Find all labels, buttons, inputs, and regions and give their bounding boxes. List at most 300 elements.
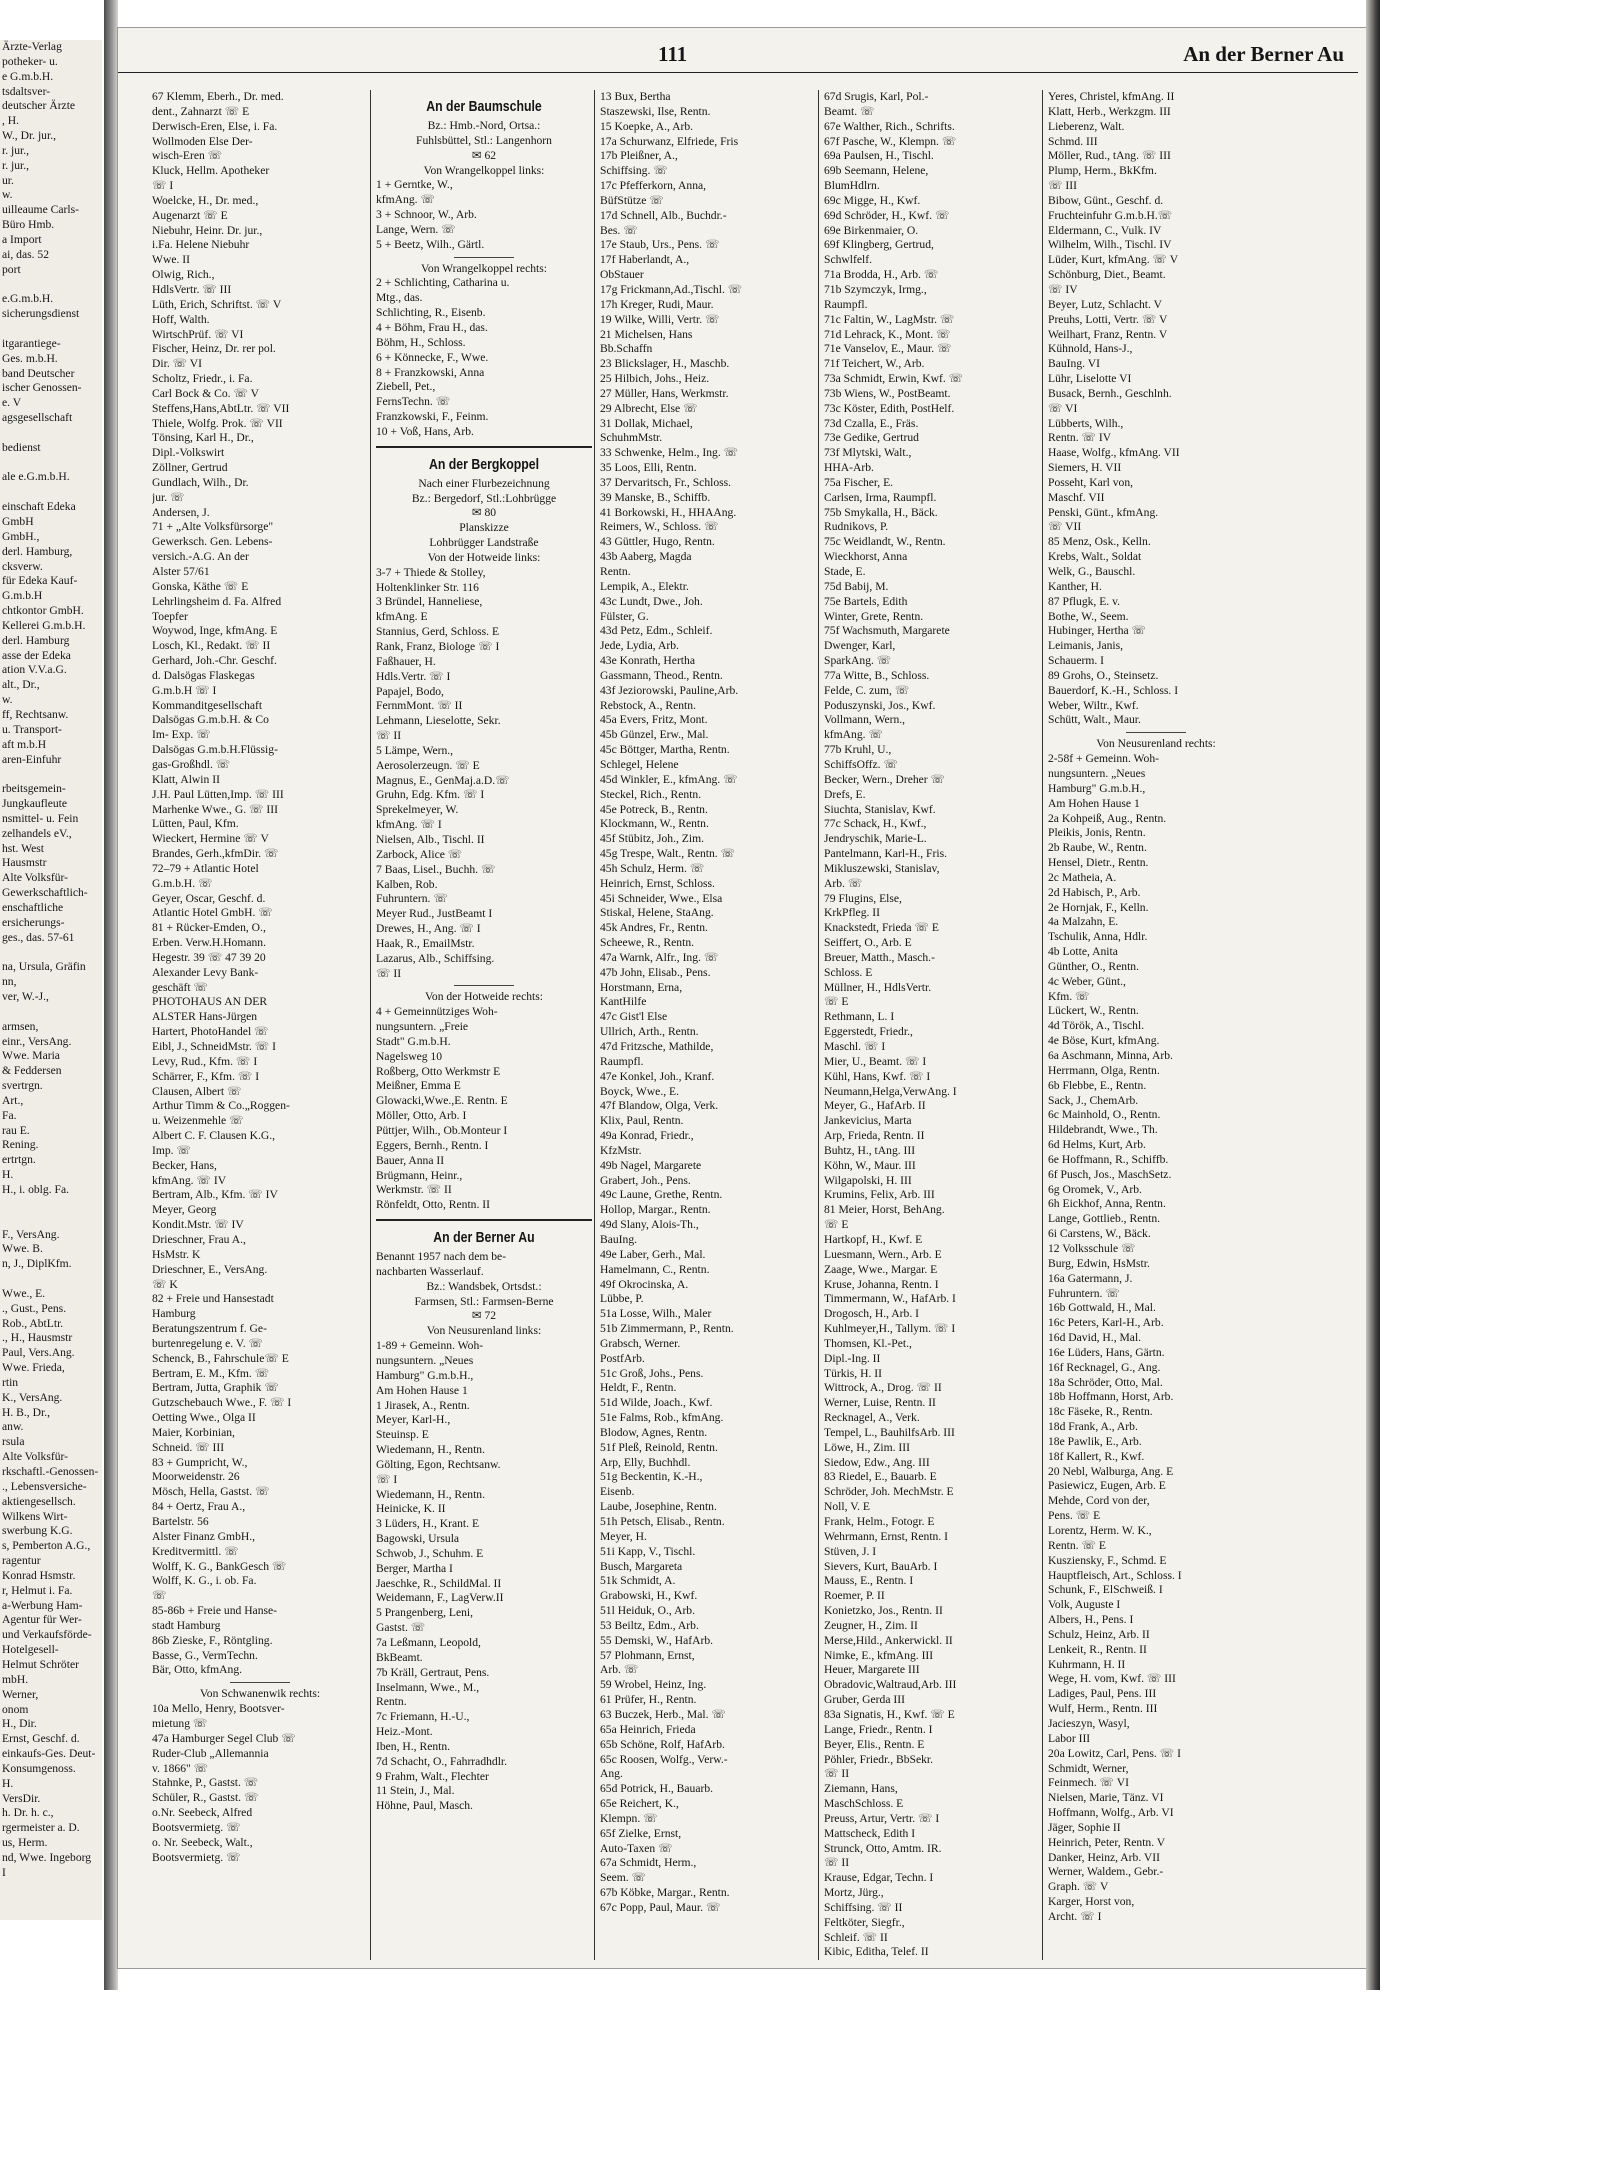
directory-entry: SchuhmMstr. [600,431,663,445]
directory-entry: Bb.Schaffn [600,342,653,356]
directory-entry: Mier, U., Beamt. ☏ I [824,1054,927,1068]
facing-page-line [0,278,102,293]
directory-entry: Schönburg, Diet., Beamt. [1048,268,1166,282]
directory-entry: 43b Aaberg, Magda [600,550,692,564]
facing-page-line: us, Herm. [2,1836,48,1850]
directory-entry: 73e Gedike, Gertrud [824,431,919,445]
facing-page-line: H. B., Dr., [2,1405,50,1419]
directory-entry: Hamburg" G.m.b.H., [376,1368,474,1382]
directory-entry: Krebs, Walt., Soldat [1048,550,1142,564]
directory-entry: 17d Schnell, Alb., Buchdr.- [600,208,727,222]
directory-entry: 73f Mlytski, Walt., [824,446,912,460]
directory-entry: Siedow, Edw., Ang. III [824,1455,930,1469]
directory-entry: Plump, Herm., BkKfm. [1048,164,1157,178]
directory-entry: ☏ I [376,1472,398,1486]
directory-entry: Ziebell, Pet., [376,380,436,394]
directory-entry: Schmd. III [1048,134,1098,148]
directory-entry: Thiele, Wolfg. Prok. ☏ VII [152,416,283,430]
directory-entry: Kfm. ☏ [1048,989,1090,1003]
directory-entry: Tempel, L., BauhilfsArb. III [824,1425,955,1439]
directory-entry: Weilhart, Franz, Rentn. V [1048,327,1168,341]
directory-entry: Faßhauer, H. [376,654,436,668]
directory-entry: nungsuntern. „Neues [376,1353,474,1367]
facing-page-line: tsdaltsver- [2,84,51,98]
directory-entry: G.m.b.H. ☏ [152,876,213,890]
directory-entry: 75d Babij, M. [824,579,889,593]
directory-entry: Carl Bock & Co. ☏ V [152,386,260,400]
directory-entry: HHA-Arb. [824,461,874,475]
directory-entry: 4 + Gemeinnütziges Woh- [376,1005,498,1019]
directory-entry: Lübbe, P. [600,1292,644,1306]
directory-entry: Eisenb. [600,1485,635,1499]
facing-page-line: Büro Hmb. [2,218,55,232]
directory-entry: Meyer, Karl-H., [376,1413,451,1427]
facing-page-line: agsgesellschaft [2,411,73,425]
directory-entry: 17a Schurwanz, Elfriede, Fris [600,134,739,148]
directory-entry: Stiskal, Helene, StaAng. [600,906,714,920]
directory-entry: Bagowski, Ursula [376,1532,460,1546]
directory-entry: 15 Koepke, A., Arb. [600,119,694,133]
directory-entry: 86b Zieske, F., Röntgling. [152,1633,273,1647]
directory-entry: ☏ III [1048,179,1077,193]
directory-entry: jur. ☏ [152,490,185,504]
directory-entry: Wieckert, Hermine ☏ V [152,832,269,846]
directory-entry: Siemers, H. VII [1048,461,1122,475]
directory-entry: 75e Bartels, Edith [824,594,908,608]
facing-page-line: r, Helmut i. Fa. [2,1583,73,1597]
directory-entry: Nach einer Flurbezeichnung [418,476,550,490]
directory-entry: 6d Helms, Kurt, Arb. [1048,1138,1146,1152]
directory-entry: 16e Lüders, Hans, Gärtn. [1048,1345,1165,1359]
directory-entry: Hoff, Walth. [152,312,210,326]
directory-entry: 31 Dollak, Michael, [600,416,693,430]
directory-entry: 82 + Freie und Hansestadt [152,1292,274,1306]
directory-entry: Neumann,Helga,VerwAng. I [824,1084,957,1098]
directory-entry: 5 + Beetz, Wilh., Gärtl. [376,237,485,251]
directory-entry: 16b Gottwald, H., Mal. [1048,1301,1156,1315]
directory-entry: Fuhruntern. ☏ [376,892,448,906]
directory-entry: Von Wrangelkoppel links: [423,163,545,177]
directory-entry: Noll, V. E [824,1500,870,1514]
directory-entry: Archt. ☏ I [1048,1909,1102,1923]
directory-entry: 51b Zimmermann, P., Rentn. [600,1322,734,1336]
facing-page-line: zelhandels eV., [2,826,72,840]
directory-entry: 35 Loos, Elli, Rentn. [600,461,697,475]
directory-entry: Von Wrangelkoppel rechts: [421,261,547,275]
directory-entry: Maschf. VII [1048,490,1105,504]
directory-entry: Ladiges, Paul, Pens. III [1048,1687,1157,1701]
directory-column-3 [600,90,816,1970]
facing-page-line: nsmittel- u. Fein [2,811,79,825]
directory-entry: Lempik, A., Elektr. [600,579,689,593]
directory-entry: Jaeschke, R., SchildMal. II [376,1576,502,1590]
facing-page-line: h. Dr. h. c., [2,1806,54,1820]
directory-entry: 6i Carstens, W., Bäck. [1048,1227,1151,1241]
facing-page-line: nn, [2,975,17,989]
directory-entry: Yeres, Christel, kfmAng. II [1048,90,1175,103]
facing-page-line: deutscher Ärzte [2,99,76,113]
directory-entry: Kruse, Johanna, Rentn. I [824,1277,939,1291]
directory-entry: Kalben, Rob. [376,877,438,891]
directory-entry: Labor III [1048,1731,1091,1745]
directory-entry: Bär, Otto, kfmAng. [152,1663,243,1677]
directory-entry: 77c Schack, H., Kwf., [824,817,927,831]
directory-entry: Hubinger, Hertha ☏ [1048,624,1147,638]
directory-entry: Laube, Josephine, Rentn. [600,1500,717,1514]
directory-entry: 67 Klemm, Eberh., Dr. med. [152,90,284,103]
directory-entry: Pöhler, Friedr., BbSekr. [824,1752,934,1766]
directory-entry: Eibl, J., SchneidMstr. ☏ I [152,1040,276,1053]
directory-entry: 17f Haberlandt, A., [600,253,690,267]
facing-page-line: enschaftliche [2,900,64,914]
directory-entry: 45b Günzel, Erw., Mal. [600,728,709,742]
directory-entry: Hamburg [152,1307,196,1321]
directory-entry: Stannius, Gerd, Schloss. E [376,625,500,639]
directory-entry: 81 + Rücker-Emden, O., [152,921,266,935]
facing-page-line: anw. [2,1420,24,1434]
facing-page-line: Werner, [2,1687,39,1701]
directory-entry: Gölting, Egon, Rechtsanw. [376,1457,501,1471]
directory-entry: Sack, J., ChemArb. [1048,1093,1139,1107]
facing-page-line: Jungkaufleute [2,797,68,811]
directory-entry: Boyck, Wwe., E. [600,1084,679,1098]
facing-page-line: I [2,1865,6,1879]
directory-entry: 3 Bründel, Hanneliese, [376,595,483,609]
directory-entry: Augenarzt ☏ E [152,208,228,222]
directory-entry: wisch-Eren ☏ [152,149,223,163]
directory-entry: Kommanditgesellschaft [152,698,263,712]
directory-entry: Lenkeit, R., Rentn. II [1048,1642,1147,1656]
directory-entry: Berger, Martha I [376,1561,453,1575]
directory-entry: Ang. [600,1767,623,1781]
facing-page-line: Art., [2,1093,24,1107]
directory-entry: Hauptfleisch, Art., Schloss. I [1048,1568,1182,1582]
directory-entry: Ullrich, Arth., Rentn. [600,1025,699,1039]
directory-entry: Roemer, P. II [824,1589,885,1603]
directory-entry: Maier, Korbinian, [152,1425,235,1439]
facing-page-line: ertrtgn. [2,1153,36,1167]
directory-entry: Kreditvermittl. ☏ [152,1544,239,1558]
directory-entry: Pens. ☏ E [1048,1509,1101,1523]
directory-column-5 [1048,90,1264,1970]
facing-page-line: e. V [2,396,22,410]
directory-entry: Jacieszyn, Wasyl, [1048,1716,1130,1730]
directory-entry: Hamburg" G.m.b.H., [1048,781,1146,795]
directory-entry: Hartkopf, H., Kwf. E [824,1232,923,1246]
directory-entry: Gundlach, Wilh., Dr. [152,475,249,489]
directory-entry: Grabowski, H., Kwf. [600,1589,698,1603]
directory-entry: Heinicke, K. II [376,1502,446,1516]
directory-entry: Von Neusurenland links: [426,1324,542,1338]
directory-entry: Albert C. F. Clausen K.G., [152,1129,276,1143]
directory-entry: Mösch, Hella, Gastst. ☏ [152,1485,270,1499]
facing-page-line: aren-Einfuhr [2,752,62,766]
directory-entry: Meyer, G., HafArb. II [824,1099,926,1113]
directory-entry: ☏ E [824,1218,849,1232]
directory-entry: Lazarus, Alb., Schiffsing. [376,951,495,965]
facing-page-line [0,1198,102,1213]
directory-entry: Hartert, PhotoHandel ☏ [152,1025,269,1039]
directory-entry: Seiffert, O., Arb. E [824,936,912,950]
facing-page-line: H. [2,1168,14,1182]
facing-page-line: swerbung K.G. [2,1524,73,1538]
directory-entry: Beamt. ☏ [824,104,875,118]
facing-page-line [0,1272,102,1287]
directory-entry: Meyer, Georg [152,1203,217,1217]
directory-entry: Magnus, E., GenMaj.a.D.☏ [376,773,510,787]
directory-column-1 [152,90,368,1970]
directory-entry: 47d Fritzsche, Mathilde, [600,1040,714,1053]
directory-entry: 77b Kruhl, U., [824,743,892,757]
directory-entry: 10 + Voß, Hans, Arb. [376,424,474,438]
directory-entry: Steffens,Hans,AbtLtr. ☏ VII [152,401,290,415]
directory-entry: 71b Szymczyk, Irmg., [824,282,927,296]
facing-page-line: nd, Wwe. Ingeborg [2,1850,92,1864]
directory-entry: 67c Popp, Paul, Maur. ☏ [600,1900,721,1914]
directory-entry: Thomsen, Kl.-Pet., [824,1336,912,1350]
directory-entry: Dir. ☏ VI [152,357,203,371]
facing-page-line [0,945,102,960]
street-separator-rule [376,1219,592,1221]
directory-entry: Merse,Hild., Ankerwickl. II [824,1633,953,1647]
book-spine [104,0,118,1990]
facing-page-line: ., H., Hausmstr [2,1331,73,1345]
directory-entry: Klatt, Alwin II [152,772,220,786]
directory-entry: Rentn. ☏ IV [1048,431,1112,445]
facing-page-line: rau E. [2,1123,30,1137]
directory-entry: Schwob, J., Schuhm. E [376,1546,484,1560]
facing-page-line [0,426,102,441]
directory-entry: 4b Lotte, Anita [1048,945,1118,959]
directory-entry: Rudnikovs, P. [824,520,889,534]
facing-page-line: F., VersAng. [2,1227,60,1241]
directory-entry: 75c Weidlandt, W., Rentn. [824,535,946,549]
directory-entry: Mikluszewski, Stanislav, [824,861,940,875]
directory-entry: 16f Recknagel, G., Ang. [1048,1360,1161,1374]
facing-page-line: VersDir. [2,1791,41,1805]
directory-entry: 71d Lehrack, K., Mont. ☏ [824,327,951,341]
directory-entry: Lieberenz, Walt. [1048,119,1125,133]
directory-entry: MaschSchloss. E [824,1797,904,1811]
directory-entry: SparkAng. ☏ [824,654,892,668]
directory-entry: 87 Pflugk, E. v. [1048,594,1121,608]
directory-entry: Krumins, Felix, Arb. III [824,1188,935,1202]
directory-entry: 18c Fäseke, R., Rentn. [1048,1405,1153,1419]
directory-entry: Rönfeldt, Otto, Rentn. II [376,1198,490,1212]
directory-entry: Bootsvermietg. ☏ [152,1850,241,1864]
directory-entry: Schmidt, Werner, [1048,1761,1129,1775]
facing-page-line: e G.m.b.H. [2,69,54,83]
facing-page-line: Ges. m.b.H. [2,351,58,365]
directory-entry: Eggers, Bernh., Rentn. I [376,1138,489,1152]
directory-entry: Wollmoden Else Der- [152,134,253,148]
directory-entry: Von Schwanenwik rechts: [199,1687,321,1701]
directory-entry: 67b Köbke, Margar., Rentn. [600,1886,730,1900]
facing-page-line: Paul, Vers.Ang. [2,1346,75,1360]
directory-entry: Kühnold, Hans-J., [1048,342,1133,356]
facing-page-line: einschaft Edeka [2,500,76,514]
directory-entry: 23 Blickslager, H., Maschb. [600,357,730,371]
directory-entry: 17c Pfefferkorn, Anna, [600,179,707,193]
directory-entry: Jankevicius, Marta [824,1114,912,1128]
directory-entry: 75b Smykalla, H., Bäck. [824,505,938,519]
directory-entry: Bertram, Alb., Kfm. ☏ IV [152,1188,278,1202]
directory-entry: 67a Schmidt, Herm., [600,1856,697,1870]
directory-entry: Fuhlsbüttel, Stl.: Langenhorn [416,133,552,147]
directory-entry: o. Nr. Seebeck, Walt., [152,1835,253,1849]
facing-page-line: r. jur., [2,158,30,172]
directory-entry: 45i Schneider, Wwe., Elsa [600,891,723,905]
facing-page-line: Alte Volksfür- [2,871,69,885]
directory-entry: 51h Petsch, Elisab., Rentn. [600,1515,725,1528]
directory-entry: 45c Böttger, Martha, Rentn. [600,743,730,757]
directory-entry: Siuchta, Stanislav, Kwf. [824,802,936,816]
directory-entry: 7 Baas, Lisel., Buchh. ☏ [376,862,496,876]
facing-page-line [0,456,102,471]
directory-entry: Heiz.-Mont. [376,1725,433,1739]
directory-entry: Hensel, Dietr., Rentn. [1048,856,1149,870]
directory-entry: Klix, Paul, Rentn. [600,1114,684,1128]
facing-page-line: & Feddersen [2,1064,62,1078]
directory-entry: 27 Müller, Hans, Werkmstr. [600,386,729,400]
facing-page-line: Alte Volksfür- [2,1450,69,1464]
directory-entry: 43e Konrath, Hertha [600,654,695,668]
directory-entry: Poduszynski, Jos., Kwf. [824,698,936,712]
facing-page-line [0,1005,102,1020]
directory-entry: Karger, Horst von, [1048,1895,1135,1909]
directory-entry: 63 Buczek, Herb., Mal. ☏ [600,1707,726,1721]
facing-page-line: potheker- u. [2,54,58,68]
facing-page-line: H., Dir. [2,1717,37,1731]
facing-page-line: Rob., AbtLtr. [2,1316,64,1330]
directory-entry: 47b John, Elisab., Pens. [600,965,711,979]
directory-entry: Pantelmann, Karl-H., Fris. [824,847,948,861]
directory-entry: Winter, Grete, Rentn. [824,609,924,623]
directory-entry: Haak, R., EmailMstr. [376,936,475,950]
directory-entry: 65d Potrick, H., Bauarb. [600,1782,714,1796]
facing-page-line: uilleaume Carls- [2,203,79,217]
directory-entry: Busack, Bernh., Geschlnh. [1048,386,1172,400]
directory-entry: 4d Török, A., Tischl. [1048,1019,1145,1033]
directory-entry: 2 + Schlichting, Catharina u. [376,276,510,290]
directory-entry: kfmAng. ☏ IV [152,1173,227,1187]
directory-entry: 2d Habisch, P., Arb. [1048,885,1141,899]
directory-entry: 51f Pleß, Reinold, Rentn. [600,1440,718,1454]
directory-entry: Arp, Frieda, Rentn. II [824,1129,925,1143]
directory-entry: 83 Riedel, E., Bauarb. E [824,1470,937,1484]
directory-entry: 51k Schmidt, A. [600,1574,676,1588]
directory-entry: Stüven, J. I [824,1544,877,1558]
directory-entry: Bothe, W., Seem. [1048,609,1129,623]
facing-page-line: ai, das. 52 [2,247,50,261]
directory-entry: 61 Prüfer, H., Rentn. [600,1693,697,1707]
directory-entry: Kuhlmeyer,H., Tallym. ☏ I [824,1322,956,1336]
directory-entry: Planskizze [459,521,509,535]
directory-entry: Gruber, Gerda III [824,1693,905,1707]
directory-entry: 7a Leßmann, Leopold, [376,1636,481,1649]
directory-entry: G.m.b.H ☏ I [152,683,217,697]
directory-entry: 6e Hoffmann, R., Schiffb. [1048,1152,1169,1166]
directory-entry: 4 + Böhm, Frau H., das. [376,320,488,334]
facing-page-line: rsula [2,1435,25,1449]
directory-entry: 65b Schöne, Rolf, HafArb. [600,1737,725,1751]
directory-entry: 89 Grohs, O., Steinsetz. [1048,668,1159,682]
directory-entry: 69e Birkenmaier, O. [824,223,919,237]
directory-entry: Stahnke, P., Gastst. ☏ [152,1776,259,1790]
facing-page-line: derl. Hamburg, [2,544,73,558]
directory-entry: 3-7 + Thiede & Stolley, [376,565,486,579]
directory-entry: i.Fa. Helene Niebuhr [152,238,250,252]
directory-entry: Raumpfl. [824,297,868,311]
directory-entry: Staszewski, Ilse, Rentn. [600,104,711,118]
directory-entry: Wilhelm, Wilh., Tischl. IV [1048,238,1172,252]
facing-page-line: ation V.V.a.G. [2,663,67,677]
directory-entry: Werner, Luise, Rentn. II [824,1396,936,1410]
facing-page-line: a-Werbung Ham- [2,1598,83,1612]
directory-entry: 69b Seemann, Helene, [824,164,929,178]
directory-entry: 25 Hilbich, Johs., Heiz. [600,372,710,386]
directory-entry: Leimanis, Janis, [1048,639,1124,653]
facing-page-line: Wilkens Wirt- [2,1509,68,1523]
directory-entry: Zeugner, H., Zim. II [824,1618,918,1632]
directory-entry: 49b Nagel, Margarete [600,1158,702,1172]
directory-entry: Fischer, Heinz, Dr. rer pol. [152,342,276,356]
facing-page-line: und Verkaufsförde- [2,1628,92,1642]
directory-entry: BkBeamt. [376,1650,423,1664]
directory-entry: u. Weizenmehle ☏ [152,1114,244,1128]
directory-entry: Lehrlingsheim d. Fa. Alfred [152,594,282,608]
facing-page-line: band Deutscher [2,366,75,380]
directory-entry: ☏ II [376,729,402,743]
directory-entry: Losch, Kl., Redakt. ☏ II [152,639,271,653]
facing-page-line: einkaufs-Ges. Deut- [2,1747,96,1761]
directory-entry: 71 + „Alte Volksfürsorge" [152,520,274,534]
directory-entry: ALSTER Hans-Jürgen [152,1010,258,1024]
header-rule [118,72,1358,73]
facing-page-line: einr., VersAng. [2,1034,72,1048]
directory-entry: 18b Hoffmann, Horst, Arb. [1048,1390,1174,1404]
directory-entry: Herrmann, Olga, Rentn. [1048,1063,1160,1077]
directory-entry: kfmAng. ☏ I [376,818,442,832]
directory-entry: Obradovic,Waltraud,Arb. III [824,1678,957,1692]
directory-entry: 47e Konkel, Joh., Kranf. [600,1069,715,1083]
directory-entry: Lange, Friedr., Rentn. I [824,1722,933,1736]
directory-entry: Wehrmann, Ernst, Rentn. I [824,1529,948,1543]
directory-entry: Timmermann, W., HafArb. I [824,1292,956,1306]
directory-entry: Bauer, Anna II [376,1153,445,1167]
directory-entry: Hegestr. 39 ☏ 47 39 20 [152,950,266,964]
directory-entry: Am Hohen Hause 1 [1048,796,1140,810]
directory-entry: Fruchteinfuhr G.m.b.H.☏ [1048,208,1173,222]
directory-entry: 6f Pusch, Jos., MaschSetz. [1048,1167,1172,1181]
facing-page-line: ., Gust., Pens. [2,1301,67,1315]
directory-entry: Arb. ☏ [600,1663,639,1677]
directory-entry: Kibic, Editha, Telef. II [824,1945,929,1959]
facing-page-line: Wwe. Frieda, [2,1361,65,1375]
directory-entry: 16a Gatermann, J. [1048,1271,1133,1285]
directory-entry: Dalsögas G.m.b.H.Flüssig- [152,743,278,757]
directory-entry: 49c Laune, Grethe, Rentn. [600,1188,723,1202]
directory-entry: Arp, Elly, Buchhdl. [600,1455,691,1469]
page-number: 111 [658,42,688,66]
directory-entry: 71c Faltin, W., LagMstr. ☏ [824,312,955,326]
facing-page-line: Wwe. B. [2,1242,43,1256]
directory-entry: Höhne, Paul, Masch. [376,1799,473,1813]
directory-entry: KantHilfe [600,995,647,1009]
directory-entry: 3 Lüders, H., Krant. E [376,1517,480,1531]
directory-entry: 69c Migge, H., Kwf. [824,193,921,207]
directory-entry: 65c Roosen, Wolfg., Verw.- [600,1752,728,1766]
